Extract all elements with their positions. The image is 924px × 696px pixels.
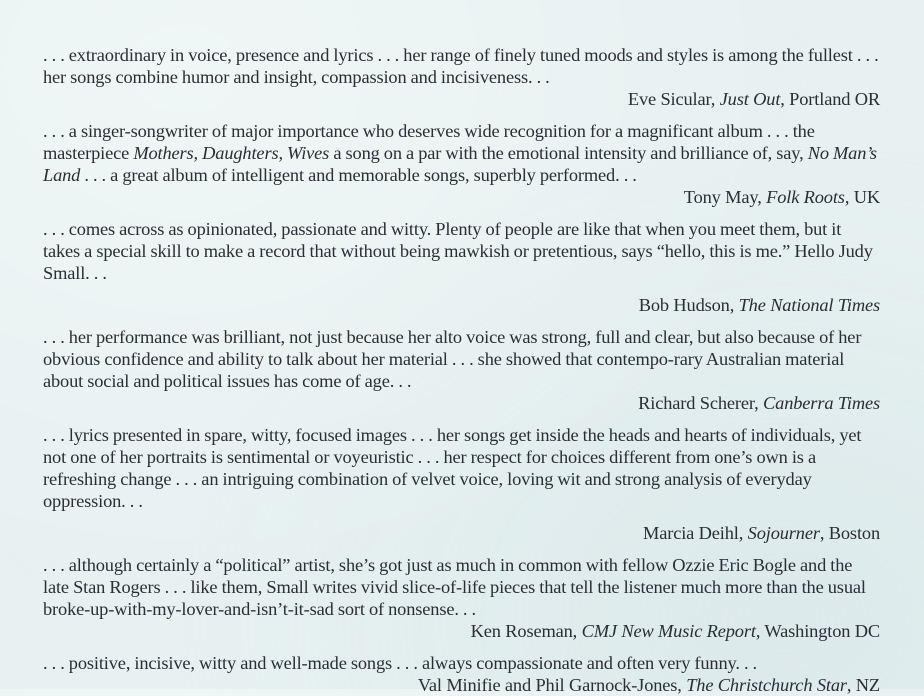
album-title: Mothers, Daughters, Wives [133,143,330,163]
review-author: Eve Sicular, [627,89,720,109]
review-attribution [43,294,880,316]
review-quote [43,44,880,110]
review-text-part: . . . a singer-songwriter of major importance who deserves wide recognition for a magnificant album . . . the masterpiece [43,121,815,163]
review-text-part: a song on a par with the emotional intensity and brilliance of, say, [329,143,808,163]
review-quote [43,120,880,208]
review-author: Tony May, [683,187,767,207]
review-source: CMJ New Music Report [581,621,756,641]
review-text: . . . her performance was brilliant, not just because her alto voice was strong, full and clear, but also because of her obvious confidence and ability to talk about her material . . . she showed that contempo-rary Australian material about social and political issues has come of age. . . [43,327,862,391]
review-text: . . . positive, incisive, witty and well-made songs . . . always compassionate and often very funny. . . [43,653,758,673]
review-attribution [43,186,880,208]
review-quote [43,652,880,696]
review-attribution [43,674,880,696]
review-author: Richard Scherer, [638,393,764,413]
review-text: . . . lyrics presented in spare, witty, focused images . . . her songs get inside the heads and hearts of individuals, yet not one of her portraits is sentimental or voyeuristic . . . her respect for choices different from one’s own is a refreshing change . . . an intriguing combination of velvet voice, loving wit and strong analysis of everyday oppression. . . [43,425,862,511]
review-source: The National Times [738,295,880,315]
review-text-part: . . . a great album of intelligent and memorable songs, superbly performed. . . [80,165,637,185]
review-quote [43,326,880,414]
review-attribution [43,88,880,110]
review-text [43,120,880,186]
review-author: Val Minifie and Phil Garnock-Jones, [417,675,687,695]
review-attribution [43,620,880,642]
review-source: Sojourner [747,523,820,543]
review-attribution [43,522,880,544]
review-author: Ken Roseman, [470,621,582,641]
review-text: . . . extraordinary in voice, presence and lyrics . . . her range of finely tuned moods and styles is among the fullest . . . her songs combine humor and insight, compassion and incisiveness. . . [43,45,879,87]
review-location: , Boston [819,523,880,543]
review-location: , Portland OR [780,89,880,109]
review-author: Marcia Deihl, [643,523,748,543]
review-quote [43,424,880,544]
review-quotes-list [43,44,880,696]
review-source: The Christchurch Star [686,675,847,695]
review-quote [43,554,880,642]
review-quote [43,218,880,316]
review-location: , NZ [846,675,880,695]
review-source: Folk Roots [766,187,845,207]
song-title: No Man’s Land [43,143,877,185]
review-location: , Washington DC [755,621,880,641]
review-location: , UK [844,187,880,207]
review-source: Canberra Times [763,393,880,413]
review-attribution [43,392,880,414]
review-text: . . . comes across as opinionated, passionate and witty. Plenty of people are like that when you meet them, but it takes a special skill to make a record that without being mawkish or pretentious, says “hello, this is me.” Hello Judy Small. . . [43,219,873,283]
review-text: . . . although certainly a “political” artist, she’s got just as much in common with fellow Ozzie Eric Bogle and the late Stan Rogers . . . like them, Small writes vivid slice-of-life pieces that tell the listener much more than the usual broke-up-with-my-lover-and-isn’t-it-sad sort of nonsense. . . [43,555,866,619]
review-source: Just Out [719,89,781,109]
review-author: Bob Hudson, [638,295,739,315]
